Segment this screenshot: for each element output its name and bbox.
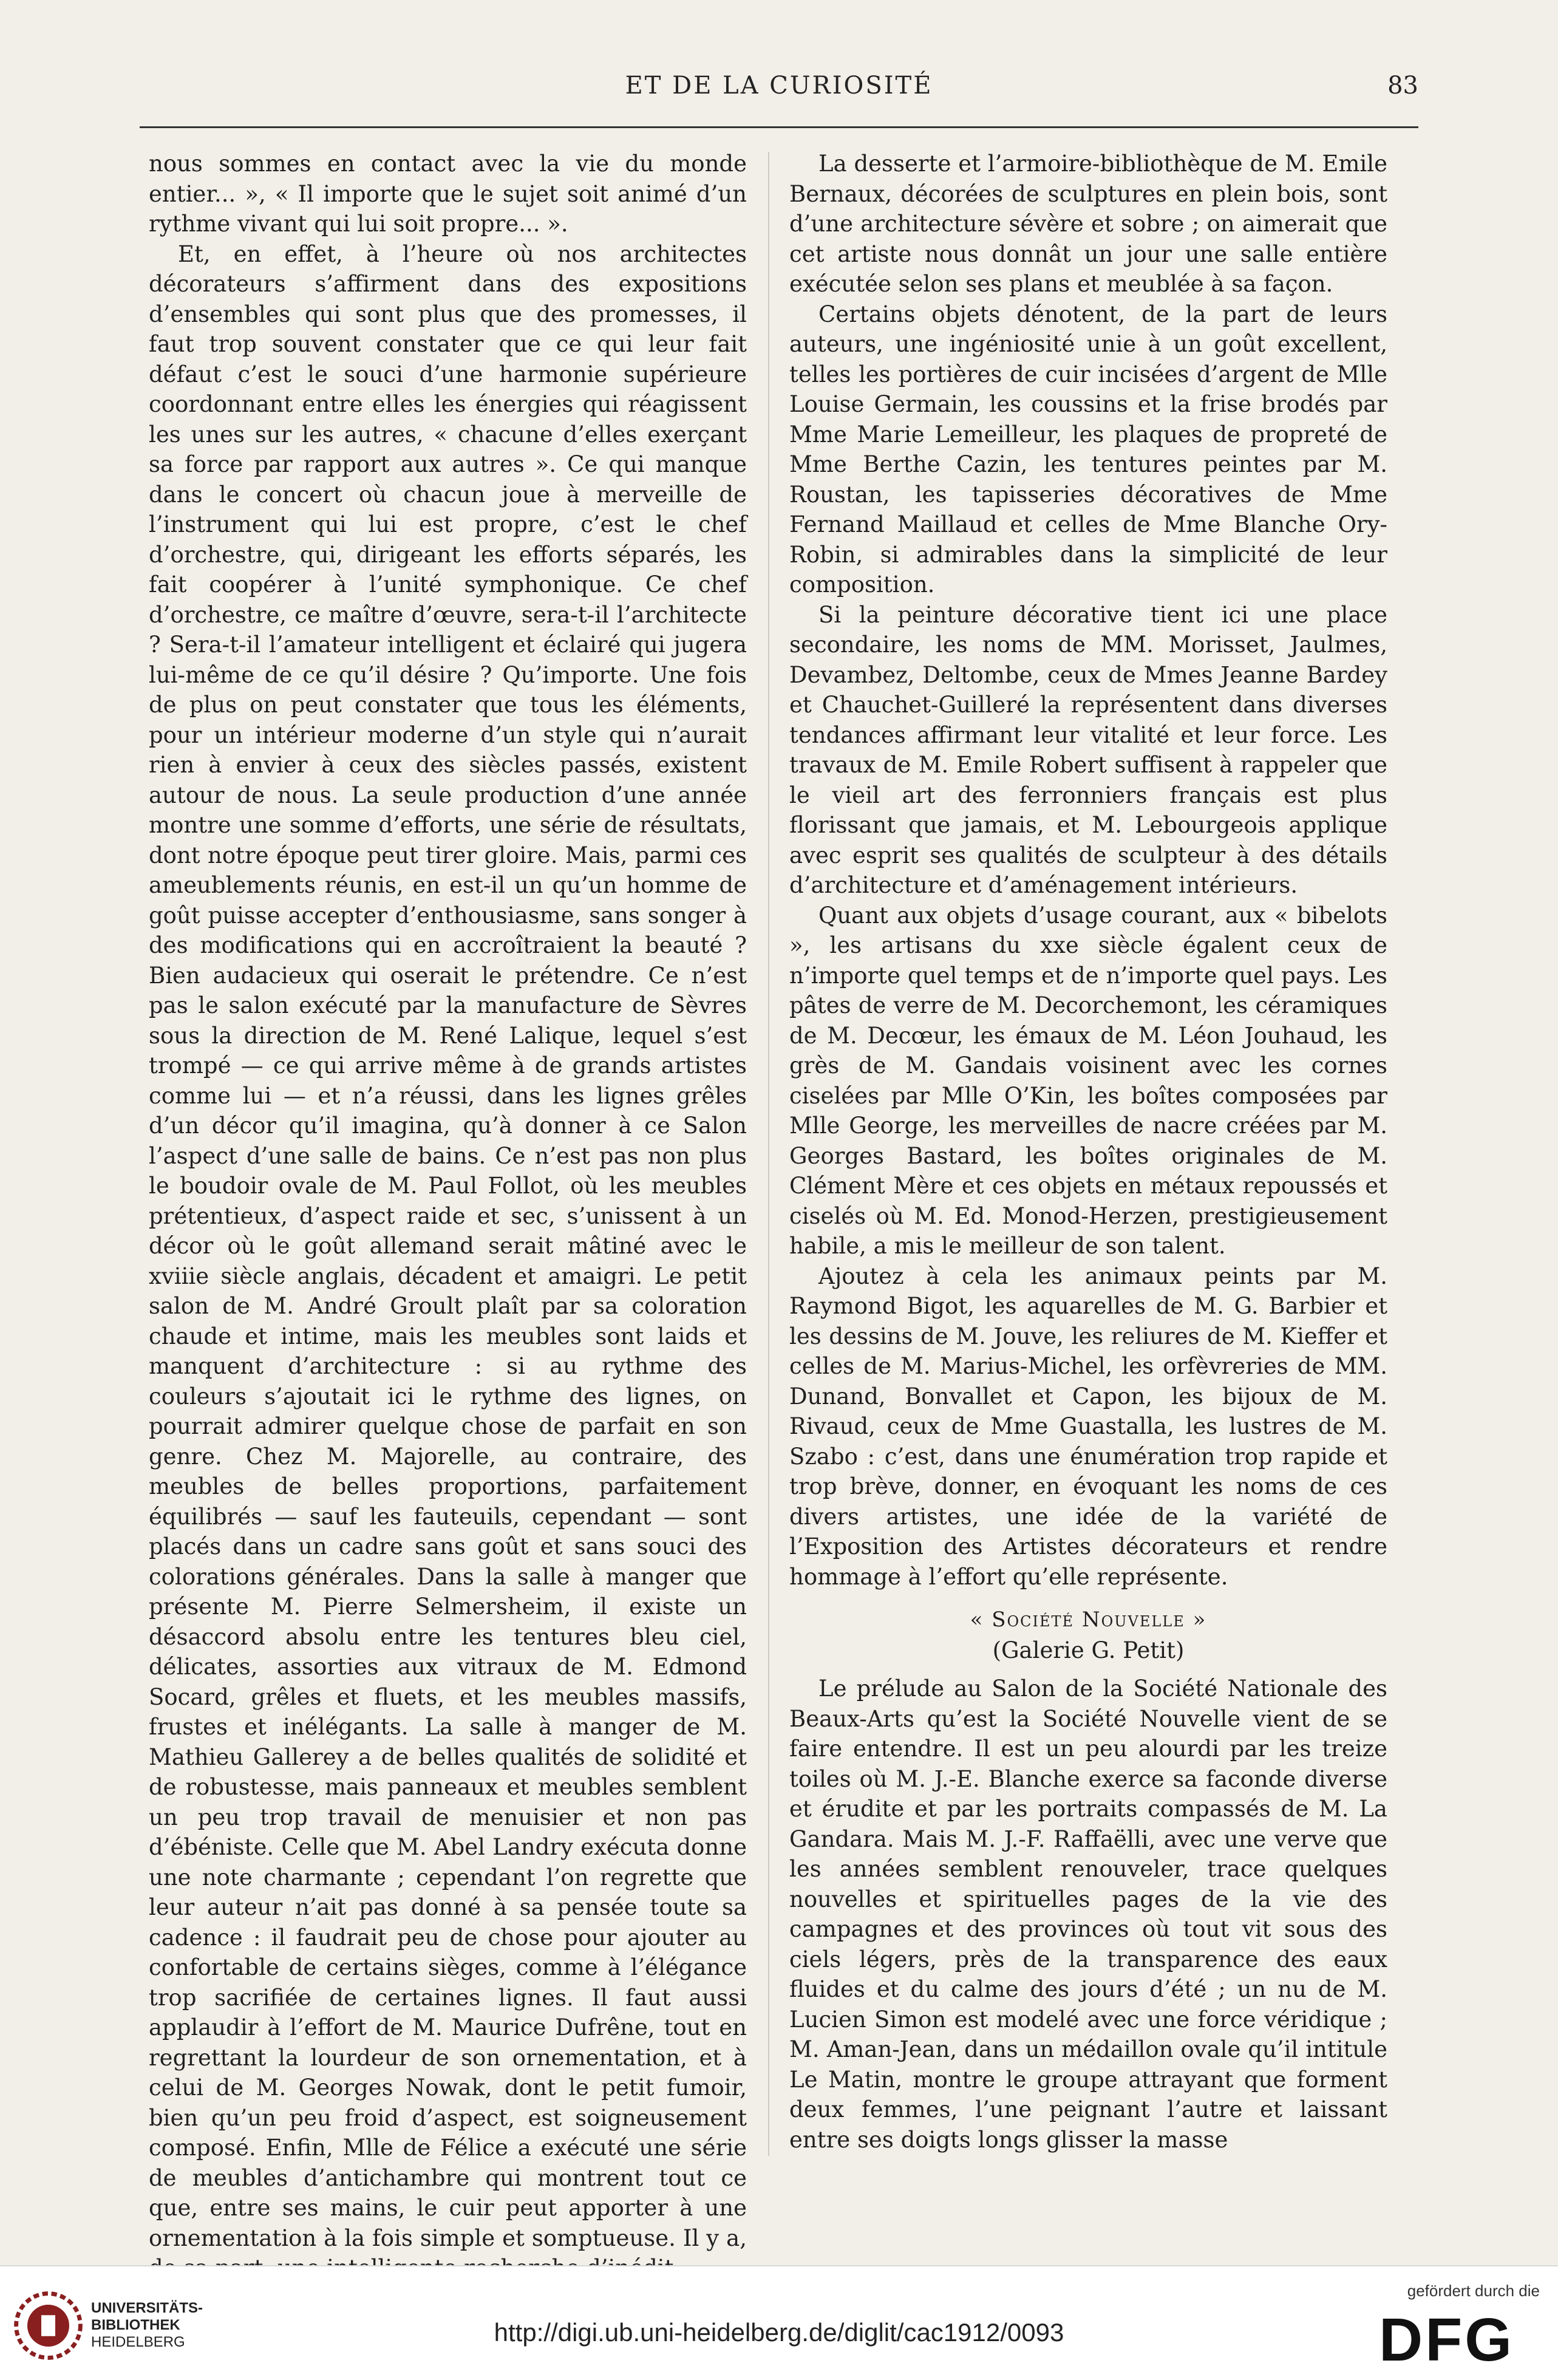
paragraph: nous sommes en contact avec la vie du monde entier... », « Il importe que le sujet soit animé d’un rythme vivant qui lui soit propre... ». <box>149 151 747 237</box>
svg-text:DFG: DFG <box>1379 2306 1515 2374</box>
paragraph: Ajoutez à cela les animaux peints par M. Raymond Bigot, les aquarelles de M. G. Barbier et les dessins de M. Jouve, les reliures de M. Kieffer et celles de M. Marius-Michel, les orfèvreries de MM. Dunand, Bonvallet et Capon, les bijoux de M. Rivaud, ceux de Mme Guastalla, les lustres de M. Szabo : c’est, dans une énumération trop rapide et trop brève, donner, en évoquant les noms de ces divers artistes, une idée de la variété de l’Exposition des Artistes décorateurs et rendre hommage à l’effort qu’elle représente. <box>789 1263 1387 1590</box>
left-column <box>149 149 747 2251</box>
running-head <box>140 72 1418 108</box>
running-title: ET DE LA CURIOSITÉ <box>625 72 933 100</box>
header-rule <box>140 126 1418 128</box>
paragraph: Et, en effet, à l’heure où nos architectes décorateurs s’affirment dans des expositions d’ensembles qui sont plus que des promesses, il faut trop souvent constater que ce qui leur fait défaut c’est le souci d’une harmonie supérieure coordonnant entre elles les énergies qui réagissent les unes sur les autres, « chacune d’elles exerçant sa force par rapport aux autres ». Ce qui manque dans le concert où chacun joue à merveille de l’instrument qui lui est propre, c’est le chef d’orchestre, qui, dirigeant les efforts séparés, les fait coopérer à l’unité symphonique. Ce chef d’orchestre, ce maître d’œuvre, sera-t-il l’architecte ? Sera-t-il l’amateur intelligent et éclairé qui jugera lui-même de ce qu’il désire ? Qu’importe. Une fois de plus on peut constater que tous les éléments, pour un intérieur moderne d’un style qui n’aurait rien à envier à ceux des siècles passés, existent autour de nous. La seule production d’une année montre une somme d’efforts, une série de résultats, dont notre époque peut tirer gloire. Mais, parmi ces ameublements réunis, en est-il un qu’un homme de goût puisse accepter d’enthousiasme, sans songer à des modifications qui en accroîtraient la beauté ? Bien audacieux qui oserait le prétendre. Ce n’est pas le salon exécuté par la manufacture de Sèvres sous la direction de M. René Lalique, lequel s’est trompé — ce qui arrive même à de grands artistes comme lui — et n’a réussi, dans les lignes grêles d’un décor qu’il imagina, qu’à donner à ce Salon l’aspect d’une salle de bains. Ce n’est pas non plus le boudoir ovale de M. Paul Follot, où les meubles prétentieux, d’aspect raide et sec, s’unissent à un décor où le goût allemand serait mâtiné avec le xviiie siècle anglais, décadent et amaigri. Le petit salon de M. André Groult plaît par sa coloration chaude et intime, mais les meubles sont laids et manquent d’architecture : si au rythme des couleurs s’ajoutait ici le rythme des lignes, on pourrait admirer quelque chose de parfait en son genre. Chez M. Majorelle, au contraire, des meubles de belles proportions, parfaitement équilibrés — sauf les fauteuils, cependant — sont placés dans un cadre sans goût et sans souci des colorations générales. Dans la salle à manger que présente M. Pierre Selmersheim, il existe un désaccord absolu entre les tentures bleu ciel, délicates, assorties aux vitraux de M. Edmond Socard, grêles et fluets, et les meubles massifs, frustes et inélégants. La salle à manger de M. Mathieu Gallerey a de belles qualités de solidité et de robustesse, mais panneaux et meubles semblent un peu trop travail de menuisier et non pas d’ébéniste. Celle que M. Abel Landry exécuta donne une note charmante ; cependant l’on regrette que leur auteur n’ait pas donné à sa pensée toute sa cadence : il faudrait peu de chose pour ajouter au confortable de certains sièges, comme à l’élégance trop sacrifiée de certaines lignes. Il faut aussi applaudir à l’effort de M. Maurice Dufrêne, tout en regrettant la lourdeur de son ornementation, et à celui de M. Georges Nowak, dont le petit fumoir, bien qu’un peu froid d’aspect, est soigneusement composé. Enfin, Mlle de Félice a exécuté une série de meubles d’antichambre qui montrent tout ce que, entre ses mains, le cuir peut apporter à une ornementation à la fois simple et somptueuse. Il y a, <box>149 240 747 2251</box>
paragraph: Certains objets dénotent, de la part de leurs auteurs, une ingéniosité unie à un goût excellent, telles les portières de cuir incisées d’argent de Mlle Louise Germain, les coussins et la frise brodés par Mme Marie Lemeilleur, les plaques de propreté de Mme Berthe Cazin, les tentures peintes par M. Roustan, les tapisseries décoratives de Mme Fernand Maillaud et celles de Mme Blanche Ory-Robin, si admirables dans la simplicité de leur composition. <box>789 301 1387 598</box>
section-heading: « Société Nouvelle » <box>970 1608 1207 1632</box>
paragraph: Si la peinture décorative tient ici une place secondaire, les noms de MM. Morisset, Jaulmes, Devambez, Deltombe, ceux de Mmes Jeanne Bardey et Chauchet-Guilleré la représentent dans diverses tendances affirmant leur vitalité et leur force. Les travaux de M. Emile Robert suffisent à rappeler que le vieil art des ferronniers français est plus florissant que jamais, et M. Lebourgeois applique avec esprit ses qualités de sculpteur à des détails d’architecture et d’aménagement intérieurs. <box>789 601 1387 898</box>
dfg-logo-icon <box>1379 2306 1540 2374</box>
funding-note: gefördert durch die <box>1407 2282 1540 2300</box>
permalink-url[interactable]: http://digi.ub.uni-heidelberg.de/diglit/cac1912/0093 <box>494 2318 1064 2347</box>
paragraph: Le prélude au Salon de la Société Nationale des Beaux-Arts qu’est la Société Nouvelle vient de se faire entendre. Il est un peu alourdi par les treize toiles où M. J.-E. Blanche exerce sa faconde diverse et érudite et par les portraits compassés de M. La Gandara. Mais M. J.-F. Raffaëlli, avec une verve que les années semblent renouveler, trace quelques nouvelles et spirituelles pages de la vie des campagnes et des provinces où tout vit sous des ciels légers, près de la transparence des eaux fluides et du calme des jours d’été ; un nu de M. Lucien Simon est modelé avec une force véridique ; M. Aman-Jean, dans un médaillon ovale qu’il intitule Le Matin, montre le groupe attrayant que forment deux femmes, l’une peignant l’autre et laissant entre ses doigts longs glisser la masse <box>789 1676 1387 2153</box>
section-subheading: (Galerie G. Petit) <box>992 1637 1185 1663</box>
paragraph: La desserte et l’armoire-bibliothèque de M. Emile Bernaux, décorées de sculptures en plein bois, sont d’une architecture sévère et sobre ; on aimerait que cet artiste nous donnât un jour une salle entière exécutée selon ses plans et meublée à sa façon. <box>789 151 1387 297</box>
viewer-footer <box>0 2265 1558 2380</box>
library-name: UNIVERSITÄTS- BIBLIOTHEK HEIDELBERG <box>91 2300 203 2350</box>
page-number: 83 <box>1387 72 1418 100</box>
right-column <box>789 149 1387 2165</box>
paragraph: Quant aux objets d’usage courant, aux « bibelots », les artisans du xxe siècle égalent ceux de n’importe quel temps et de n’importe quel pays. Les pâtes de verre de M. Decorchemont, les céramiques de M. Decœur, les émaux de M. Léon Jouhaud, les grès de M. Gandais voisinent avec les cornes ciselées par Mlle O’Kin, les boîtes composées par Mlle George, les merveilles de nacre créées par M. Georges Bastard, les boîtes originales de M. Clément Mère et ces objets en métaux repoussés et ciselés où M. Ed. Monod-Herzen, prestigieusement habile, a mis le meilleur de son talent. <box>789 902 1387 1259</box>
column-divider <box>768 152 769 2156</box>
